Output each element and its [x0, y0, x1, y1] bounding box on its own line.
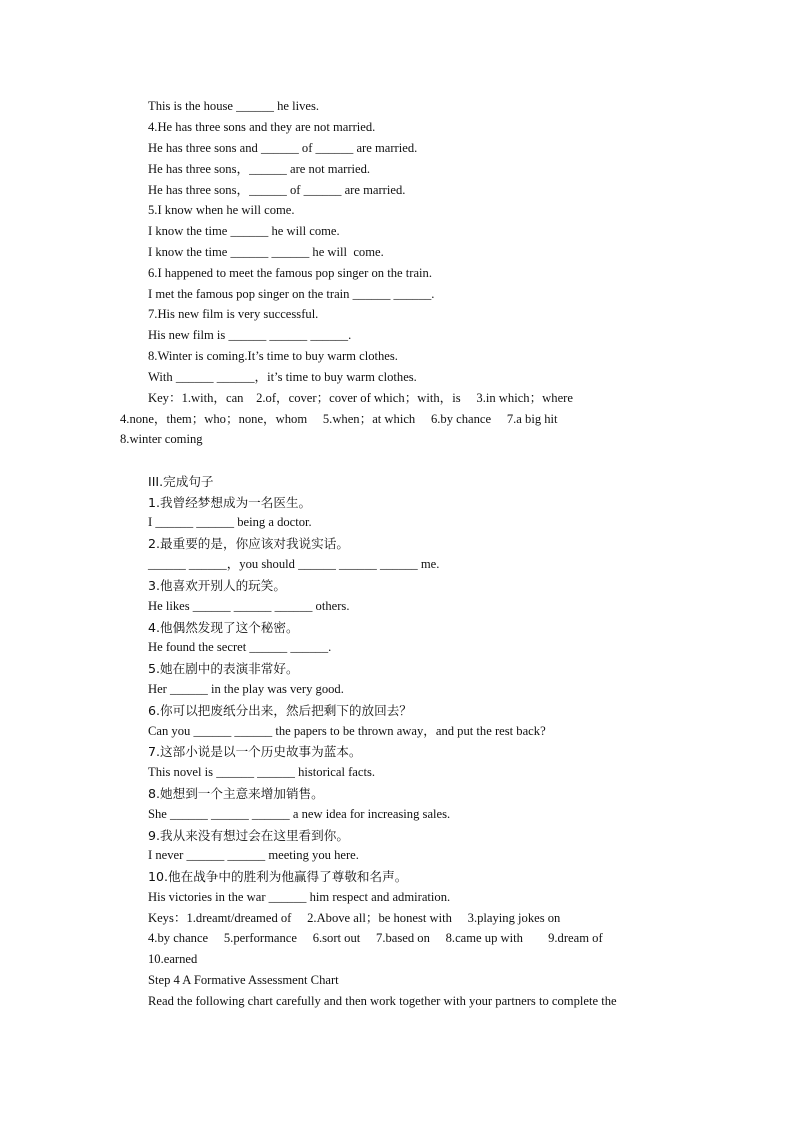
chinese-prompt: 3.他喜欢开别人的玩笑。	[148, 578, 286, 593]
chinese-prompt: 1.我曾经梦想成为一名医生。	[148, 495, 312, 510]
fill-in-line: He likes ______ ______ ______ others.	[148, 599, 350, 613]
fill-in-line: I ______ ______ being a doctor.	[148, 515, 312, 529]
exercise-line: 7.His new film is very successful.	[148, 307, 319, 321]
section-heading: III.完成句子	[148, 474, 214, 489]
exercise-line: With ______ ______，it’s time to buy warm clothes.	[148, 370, 417, 384]
chinese-prompt: 4.他偶然发现了这个秘密。	[148, 620, 299, 635]
exercise-line: 5.I know when he will come.	[148, 203, 295, 217]
exercise-line: I know the time ______ ______ he will come.	[148, 245, 384, 259]
answer-key-line: 8.winter coming	[120, 432, 203, 446]
step-heading: Step 4 A Formative Assessment Chart	[148, 973, 339, 987]
fill-in-line: ______ ______，you should ______ ______ ______ me.	[148, 557, 440, 571]
answer-key-line: 4.by chance 5.performance 6.sort out 7.based on 8.came up with 9.dream of	[148, 931, 603, 945]
chinese-prompt: 5.她在剧中的表演非常好。	[148, 661, 299, 676]
exercise-line: I know the time ______ he will come.	[148, 224, 340, 238]
exercise-line: I met the famous pop singer on the train ______ ______.	[148, 287, 435, 301]
chinese-prompt: 8.她想到一个主意来增加销售。	[148, 786, 324, 801]
chinese-prompt: 2.最重要的是，你应该对我说实话。	[148, 536, 349, 551]
fill-in-line: He found the secret ______ ______.	[148, 640, 332, 654]
exercise-line: He has three sons，______ are not married.	[148, 162, 371, 176]
answer-key-line: Keys：1.dreamt/dreamed of 2.Above all；be honest with 3.playing jokes on	[148, 911, 561, 925]
chinese-prompt: 10.他在战争中的胜利为他赢得了尊敬和名声。	[148, 869, 408, 884]
answer-key-line: Key：1.with，can 2.of，cover；cover of which；with，is 3.in which；where	[148, 391, 573, 405]
fill-in-line: His victories in the war ______ him respect and admiration.	[148, 890, 451, 904]
exercise-line: This is the house ______ he lives.	[148, 99, 320, 113]
exercise-line: He has three sons and ______ of ______ are married.	[148, 141, 418, 155]
chinese-prompt: 6.你可以把废纸分出来，然后把剩下的放回去？	[148, 703, 412, 718]
fill-in-line: She ______ ______ ______ a new idea for increasing sales.	[148, 807, 451, 821]
chinese-prompt: 7.这部小说是以一个历史故事为蓝本。	[148, 744, 362, 759]
exercise-line: His new film is ______ ______ ______.	[148, 328, 352, 342]
fill-in-line: Can you ______ ______ the papers to be thrown away，and put the rest back?	[148, 724, 546, 738]
exercise-line: He has three sons，______ of ______ are married.	[148, 183, 406, 197]
exercise-line: 8.Winter is coming.It’s time to buy warm clothes.	[148, 349, 398, 363]
fill-in-line: This novel is ______ ______ historical facts.	[148, 765, 376, 779]
fill-in-line: Her ______ in the play was very good.	[148, 682, 344, 696]
answer-key-line: 10.earned	[148, 952, 198, 966]
answer-key-line: 4.none，them；who；none，whom 5.when；at which 6.by chance 7.a big hit	[120, 412, 558, 426]
exercise-line: 4.He has three sons and they are not married.	[148, 120, 376, 134]
fill-in-line: I never ______ ______ meeting you here.	[148, 848, 359, 862]
exercise-line: 6.I happened to meet the famous pop singer on the train.	[148, 266, 432, 280]
paragraph-text: Read the following chart carefully and then work together with your partners to complete the	[148, 994, 617, 1008]
chinese-prompt: 9.我从来没有想过会在这里看到你。	[148, 828, 349, 843]
